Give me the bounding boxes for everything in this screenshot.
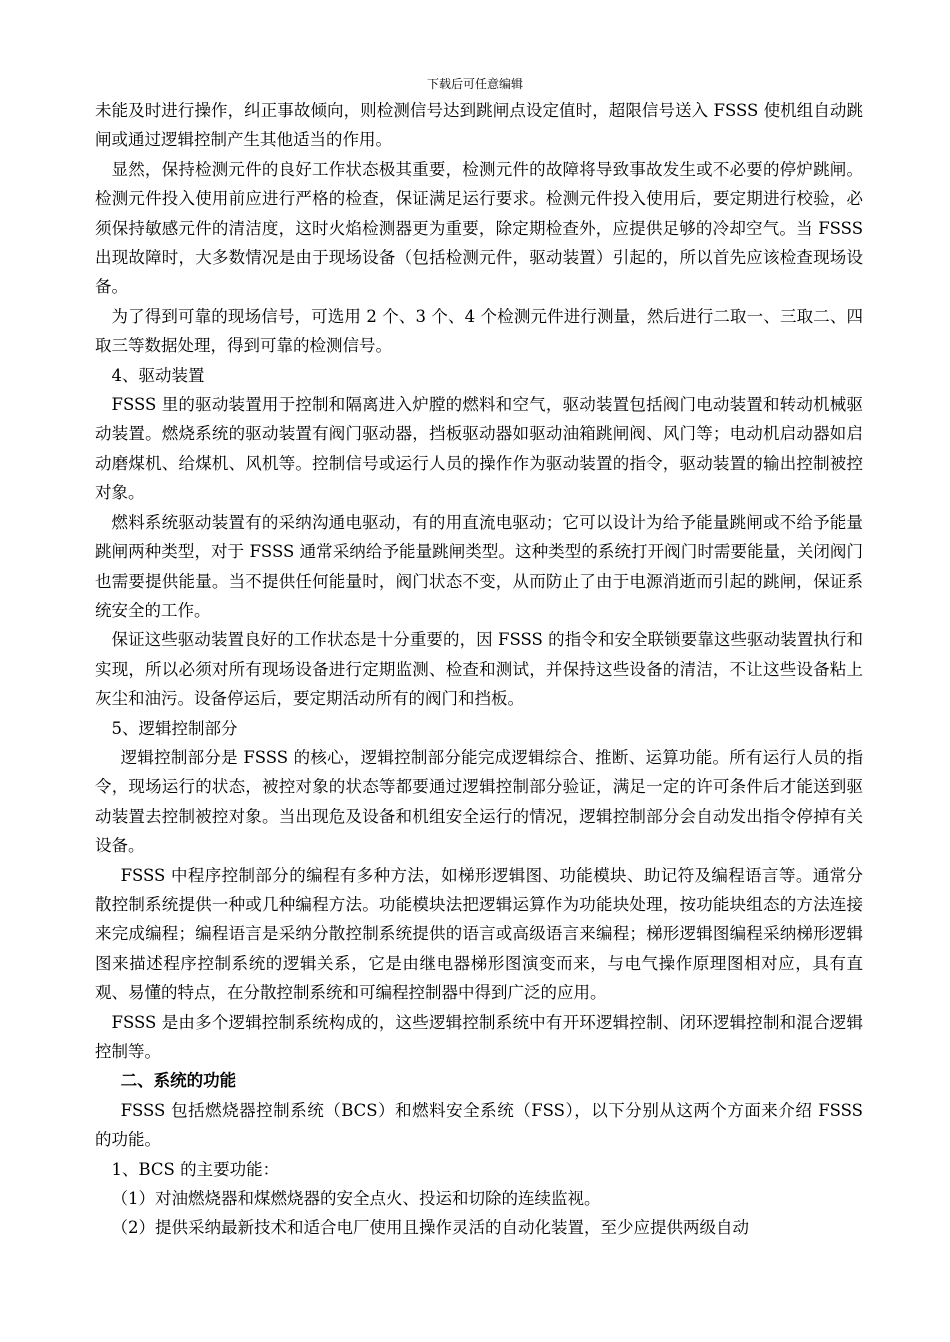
section-heading-drive-devices: 4、驱动装置 [111,365,205,385]
paragraph-detection-element-maintenance: 显然，保持检测元件的良好工作状态极其重要，检测元件的故障将导致事故发生或不必要的停炉跳闸。检测元件投入使用前应进行严格的检查，保证满足运行要求。检测元件投入使用后，要定期进行校验，必须保持敏感元件的清洁度，这时火焰检测器更为重要，除定期检查外，应提供足够的冷却空气。当 FSSS 出现故障时，大多数情况是由于现场设备（包括检测元件，驱动装置）引起的，所以首先应该检查现场设备。 [95,159,863,297]
paragraph-detection-signal-cont: 未能及时进行操作，纠正事故倾向，则检测信号达到跳闸点设定值时，超限信号送入 FSSS 使机组自动跳闸或通过逻辑控制产生其他适当的作用。 [95,101,863,150]
paragraph-drive-power-types: 燃料系统驱动装置有的采纳沟通电驱动，有的用直流电驱动；它可以设计为给予能量跳闸或不给予能量跳闸两种类型，对于 FSSS 通常采纳给予能量跳闸类型。这种类型的系统打开阀门时需要能量，关闭阀门也需要提供能量。当不提供任何能量时，阀门状态不变，从而防止了由于电源消逝而引起的跳闸，保证系统安全的工作。 [95,512,863,620]
paragraph-drive-devices-intro: FSSS 里的驱动装置用于控制和隔离进入炉膛的燃料和空气，驱动装置包括阀门电动装置和转动机械驱动装置。燃烧系统的驱动装置有阀门驱动器，挡板驱动器如驱动油箱跳闸阀、风门等；电动机启动器如启动磨煤机、给煤机、风机等。控制信号或运行人员的操作作为驱动装置的指令，驱动装置的输出控制被控对象。 [95,395,863,503]
section-heading-system-functions: 二、系统的功能 [120,1071,237,1091]
subheading-bcs-functions: 1、BCS 的主要功能： [111,1159,280,1179]
document-body [95,96,863,1243]
paragraph-fsss-components: FSSS 包括燃烧器控制系统（BCS）和燃料安全系统（FSS），以下分别从这两个方面来介绍 FSSS 的功能。 [95,1100,863,1150]
paragraph-logic-systems-composition: FSSS 是由多个逻辑控制系统构成的，这些逻辑控制系统中有开环逻辑控制、闭环逻辑控制和混合逻辑控制等。 [95,1012,863,1061]
paragraph-redundant-measurement: 为了得到可靠的现场信号，可选用 2 个、3 个、4 个检测元件进行测量，然后进行二取一、三取二、四取三等数据处理，得到可靠的检测信号。 [95,306,863,356]
paragraph-programming-methods: FSSS 中程序控制部分的编程有多种方法，如梯形逻辑图、功能模块、助记符及编程语言等。通常分散控制系统提供一种或几种编程方法。功能模块法把逻辑运算作为功能块处理，按功能块组态的方法连接来完成编程；编程语言是采纳分散控制系统提供的语言或高级语言来编程；梯形逻辑图编程采纳梯形逻辑图来描述程序控制系统的逻辑关系，它是由继电器梯形图演变而来，与电气操作原理图相对应，具有直观、易懂的特点，在分散控制系统和可编程控制器中得到广泛的应用。 [95,865,863,1003]
paragraph-logic-control-core: 逻辑控制部分是 FSSS 的核心，逻辑控制部分能完成逻辑综合、推断、运算功能。所有运行人员的指令，现场运行的状态，被控对象的状态等都要通过逻辑控制部分验证，满足一定的许可条件后才能送到驱动装置去控制被控对象。当出现危及设备和机组安全运行的情况，逻辑控制部分会自动发出指令停掉有关设备。 [95,747,863,856]
section-heading-logic-control: 5、逻辑控制部分 [111,718,238,738]
list-item-bcs-1: （1）对油燃烧器和煤燃烧器的安全点火、投运和切除的连续监视。 [111,1189,601,1209]
paragraph-drive-maintenance: 保证这些驱动装置良好的工作状态是十分重要的，因 FSSS 的指令和安全联锁要靠这些驱动装置执行和实现，所以必须对所有现场设备进行定期监测、检查和测试，并保持这些设备的清洁，不让这些设备粘上灰尘和油污。设备停运后，要定期活动所有的阀门和挡板。 [95,630,863,709]
list-item-bcs-2: （2）提供采纳最新技术和适合电厂使用且操作灵活的自动化装置，至少应提供两级自动 [111,1218,749,1238]
page-header: 下载后可任意编辑 [426,77,523,91]
